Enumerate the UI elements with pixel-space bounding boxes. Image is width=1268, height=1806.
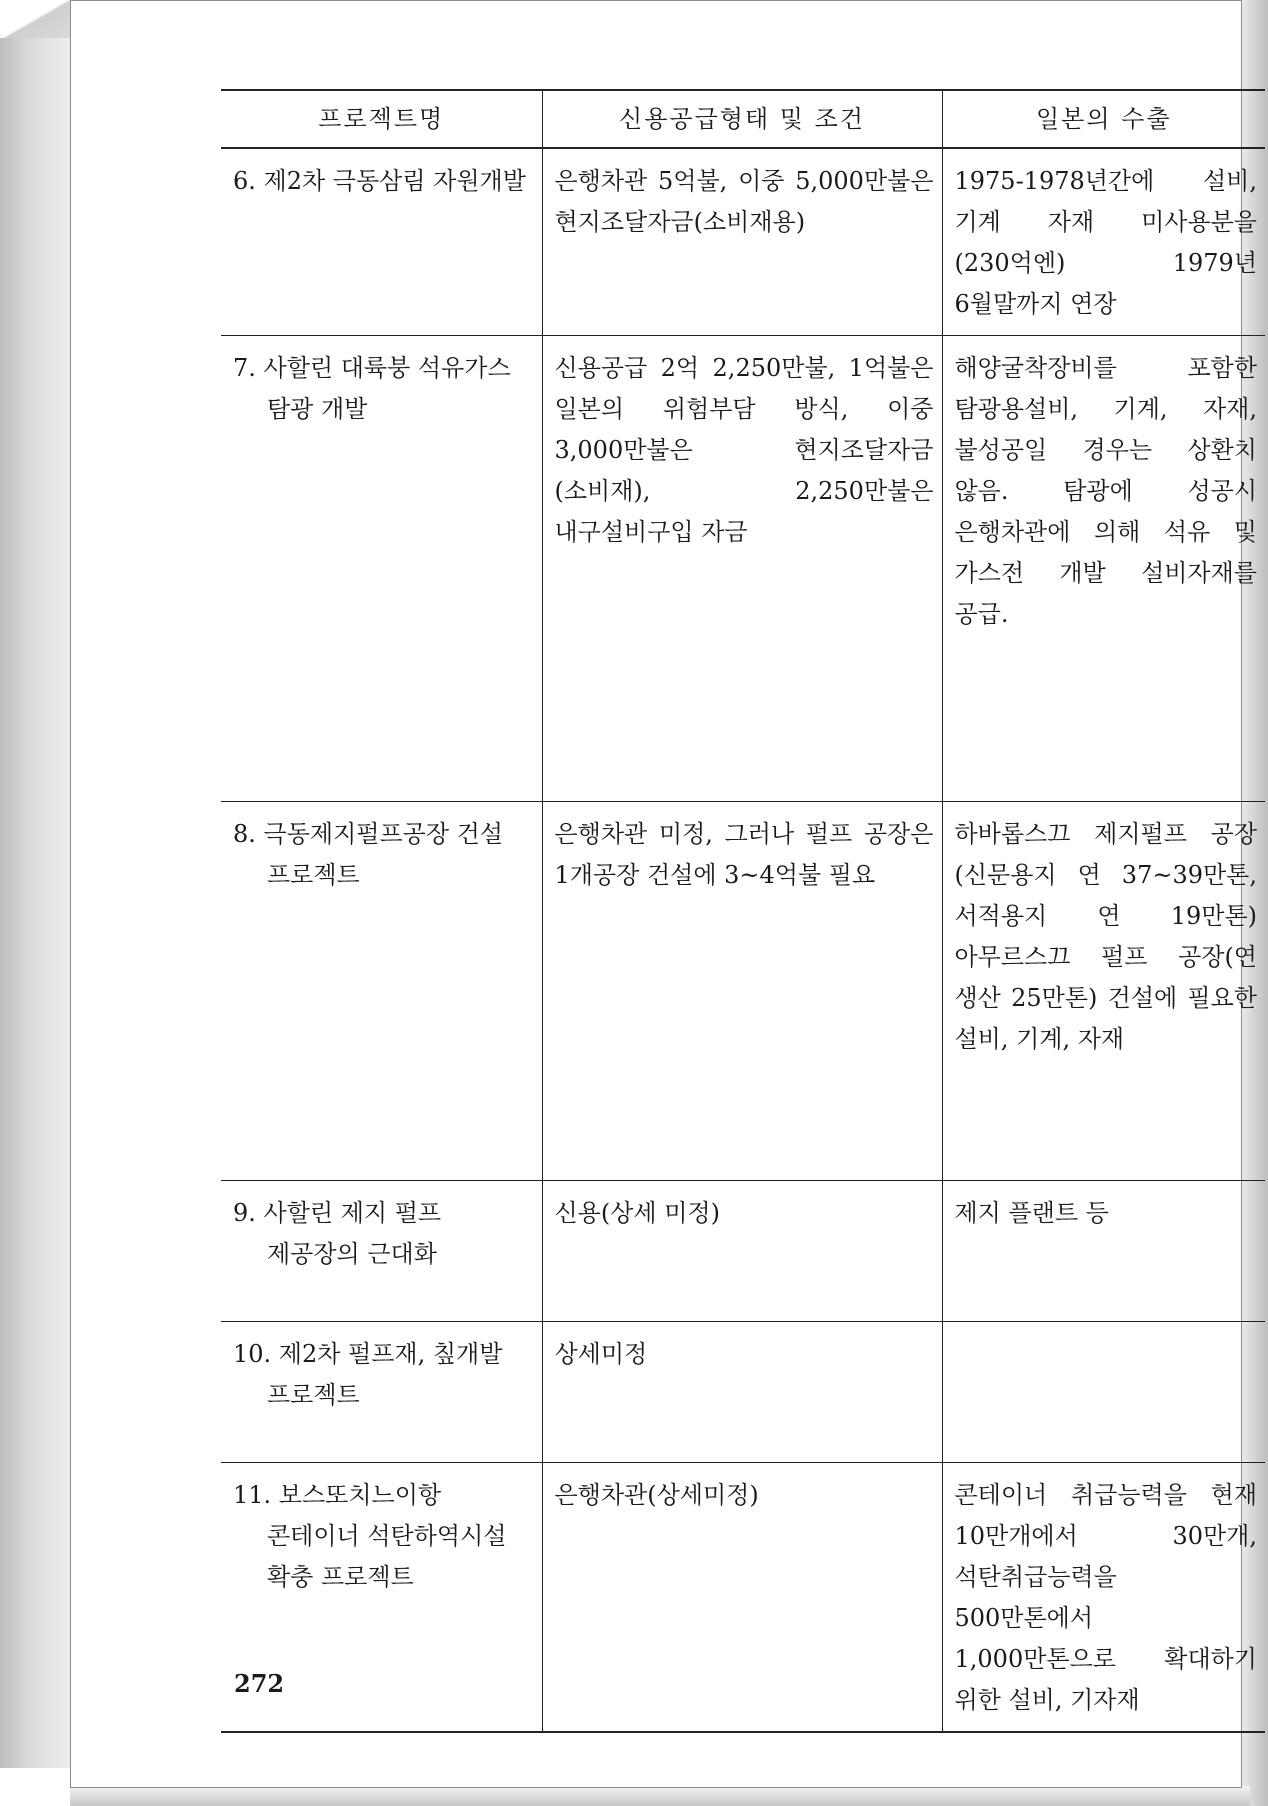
project-name: 8. 극동제지펄프공장 건설 프로젝트 [233, 820, 503, 889]
project-name: 7. 사할린 대륙붕 석유가스 탐광 개발 [233, 354, 511, 423]
japan-exports: 콘테이너 취급능력을 현재 10만개에서 30만개, 석탄취급능력을 500만톤에서 1,000만톤으로 확대하기 위한 설비, 기자재 [954, 1481, 1257, 1714]
project-name: 6. 제2차 극동삼림 자원개발 [233, 167, 526, 195]
credit-cell [542, 336, 942, 802]
japan-exports: 1975-1978년간에 설비, 기계 자재 미사용분을(230억엔) 1979년 6월말까지 연장 [954, 167, 1257, 318]
header-project-name: 프로젝트명 [221, 90, 542, 148]
credit-cell [542, 1463, 942, 1733]
credit-terms: 은행차관 5억불, 이중 5,000만불은 현지조달자금(소비재용) [554, 167, 934, 236]
export-cell [942, 1463, 1265, 1733]
japan-exports: 제지 플랜트 등 [954, 1199, 1109, 1227]
project-name: 9. 사할린 제지 펄프 제공장의 근대화 [233, 1199, 442, 1268]
credit-cell [542, 802, 942, 1181]
project-cell [221, 1322, 542, 1463]
table-header-row [221, 90, 1265, 148]
credit-terms: 신용(상세 미정) [554, 1199, 720, 1227]
header-japan-exports: 일본의 수출 [942, 90, 1265, 148]
japan-exports: 해양굴착장비를 포함한 탐광용설비, 기계, 자재, 불성공일 경우는 상환치 않음. 탐광에 성공시 은행차관에 의해 석유 및 가스전 개발 설비자재를 공급. [954, 354, 1257, 628]
project-cell [221, 336, 542, 802]
page-edge-bottom [70, 1786, 1250, 1806]
table-row [221, 1463, 1265, 1733]
page-number: 272 [234, 1669, 285, 1698]
book-edge-top [0, 0, 70, 40]
export-cell [942, 336, 1265, 802]
table-row [221, 148, 1265, 336]
export-cell [942, 802, 1265, 1181]
credit-terms: 은행차관 미정, 그러나 펄프 공장은 1개공장 건설에 3~4억불 필요 [554, 820, 934, 889]
export-cell [942, 1322, 1265, 1463]
credit-terms: 상세미정 [554, 1340, 648, 1368]
credit-cell [542, 148, 942, 336]
book-spine [0, 38, 71, 1768]
credit-cell [542, 1322, 942, 1463]
header-credit-terms: 신용공급형태 및 조건 [542, 90, 942, 148]
book-page [70, 0, 1257, 1788]
table-row [221, 1181, 1265, 1322]
project-cell [221, 1181, 542, 1322]
project-cell [221, 148, 542, 336]
project-cell [221, 802, 542, 1181]
table-row [221, 802, 1265, 1181]
project-name: 10. 제2차 펄프재, 칲개발 프로젝트 [233, 1340, 503, 1409]
project-name: 11. 보스또치느이항 콘테이너 석탄하역시설 확충 프로젝트 [233, 1481, 507, 1591]
japan-exports: 하바롭스끄 제지펄프 공장(신문용지 연 37~39만톤, 서적용지 연 19만톤) 아무르스끄 펄프 공장(연 생산 25만톤) 건설에 필요한 설비, 기계, 자재 [954, 820, 1257, 1053]
credit-terms: 신용공급 2억 2,250만불, 1억불은 일본의 위험부담 방식, 이중 3,000만불은 현지조달자금(소비재), 2,250만불은 내구설비구입 자금 [554, 354, 934, 546]
credit-cell [542, 1181, 942, 1322]
table-row [221, 336, 1265, 802]
export-cell [942, 148, 1265, 336]
credit-terms: 은행차관(상세미정) [554, 1481, 759, 1509]
credit-export-table [221, 89, 1265, 1733]
table-row [221, 1322, 1265, 1463]
export-cell [942, 1181, 1265, 1322]
